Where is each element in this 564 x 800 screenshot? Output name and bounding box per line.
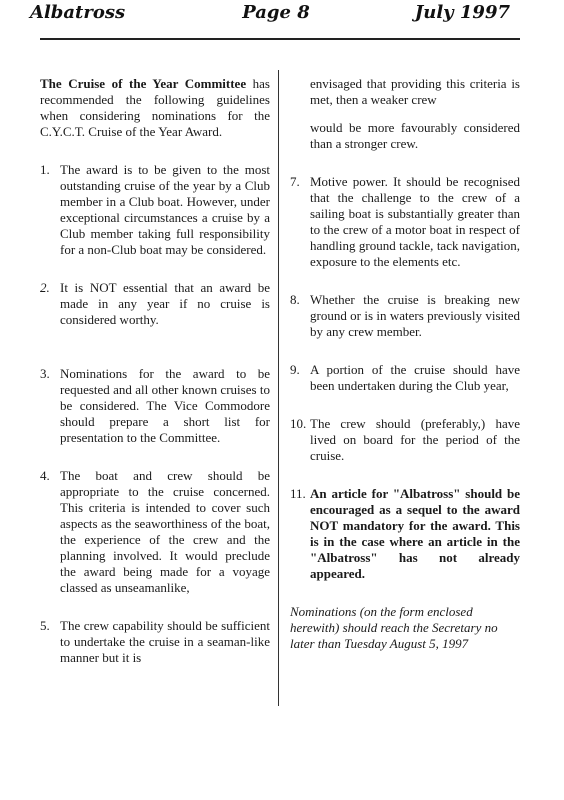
guideline-item-4 (40, 468, 270, 596)
item-text: A portion of the cruise should have been undertaken during the Club year, (310, 362, 520, 393)
item-text: It is NOT essential that an award be made in any year if no cruise is considered worthy. (60, 280, 270, 327)
item-number: 7. (290, 174, 300, 189)
item-number: 9. (290, 362, 300, 377)
intro-text: has recommended the following guidelines when considering nominations for the C.Y.C.T. Cruise of the Year Award. (40, 76, 270, 139)
continuation-text-2: would be more favourably considered than a stronger crew. (310, 120, 520, 151)
guideline-item-10 (290, 416, 520, 464)
item-number: 5. (40, 618, 50, 633)
item-text: Motive power. It should be recognised that the challenge to the crew of a sailing boat is substantially greater than to the crew of a motor boat in respect of handling ground tackle, tack navigation, exposure to the elements etc. (310, 174, 520, 269)
item-number: 11. (290, 486, 306, 501)
continuation-text-1: envisaged that providing this criteria is met, then a weaker crew (310, 76, 520, 107)
guideline-item-9 (290, 362, 520, 394)
page-header (30, 0, 522, 34)
guideline-item-7 (290, 174, 520, 270)
page-number: Page 8 (242, 2, 310, 23)
item-number: 8. (290, 292, 300, 307)
intro-paragraph (40, 76, 270, 140)
item-number: 3. (40, 366, 50, 381)
guideline-item-3 (40, 366, 270, 446)
item-text: The award is to be given to the most outstanding cruise of the year by a Club member in a Club boat. However, under exceptional circumstances a cruise by a Club member taking full responsibility for a non-Club boat may be considered. (60, 162, 270, 257)
guideline-item-8 (290, 292, 520, 340)
item-text: Whether the cruise is breaking new ground or is in waters previously visited by any crew member. (310, 292, 520, 339)
guideline-item-5 (40, 618, 270, 666)
guideline-item-1 (40, 162, 270, 258)
item-text: Nominations for the award to be requested and all other known cruises to be considered. The Vice Commodore should prepare a short list for presentation to the Committee. (60, 366, 270, 445)
item-number: 1. (40, 162, 50, 177)
item-number: 10. (290, 416, 307, 431)
issue-date: July 1997 (414, 2, 510, 23)
column-divider (278, 70, 279, 706)
committee-name: The Cruise of the Year Committee (40, 76, 247, 91)
nominations-note: Nominations (on the form enclosed herewith) should reach the Secretary no later than Tuesday August 5, 1997 (290, 604, 498, 651)
item-text: An article for "Albatross" should be encouraged as a sequel to the award NOT mandatory for the award. This is in the case where an article in the "Albatross" has not already appeared. (310, 486, 520, 581)
item-number: 4. (40, 468, 50, 483)
item-5-continuation-2 (290, 120, 520, 152)
guideline-item-2 (40, 280, 270, 328)
publication-title: Albatross (30, 2, 126, 23)
right-column (290, 76, 520, 652)
item-5-continuation (290, 76, 520, 108)
header-rule (40, 38, 520, 40)
item-number: 2. (40, 280, 50, 295)
guideline-item-11 (290, 486, 520, 582)
item-text: The boat and crew should be appropriate to the cruise concerned. This criteria is intended to cover such aspects as the seaworthiness of the boat, the experience of the crew and the planning involved. It would preclude the award being made for a voyage classed as unseamanlike, (60, 468, 270, 595)
item-text: The crew should (preferably,) have lived on board for the period of the cruise. (310, 416, 520, 463)
item-text: The crew capability should be sufficient to undertake the cruise in a seaman-like manner but it is (60, 618, 270, 665)
left-column (40, 76, 270, 666)
